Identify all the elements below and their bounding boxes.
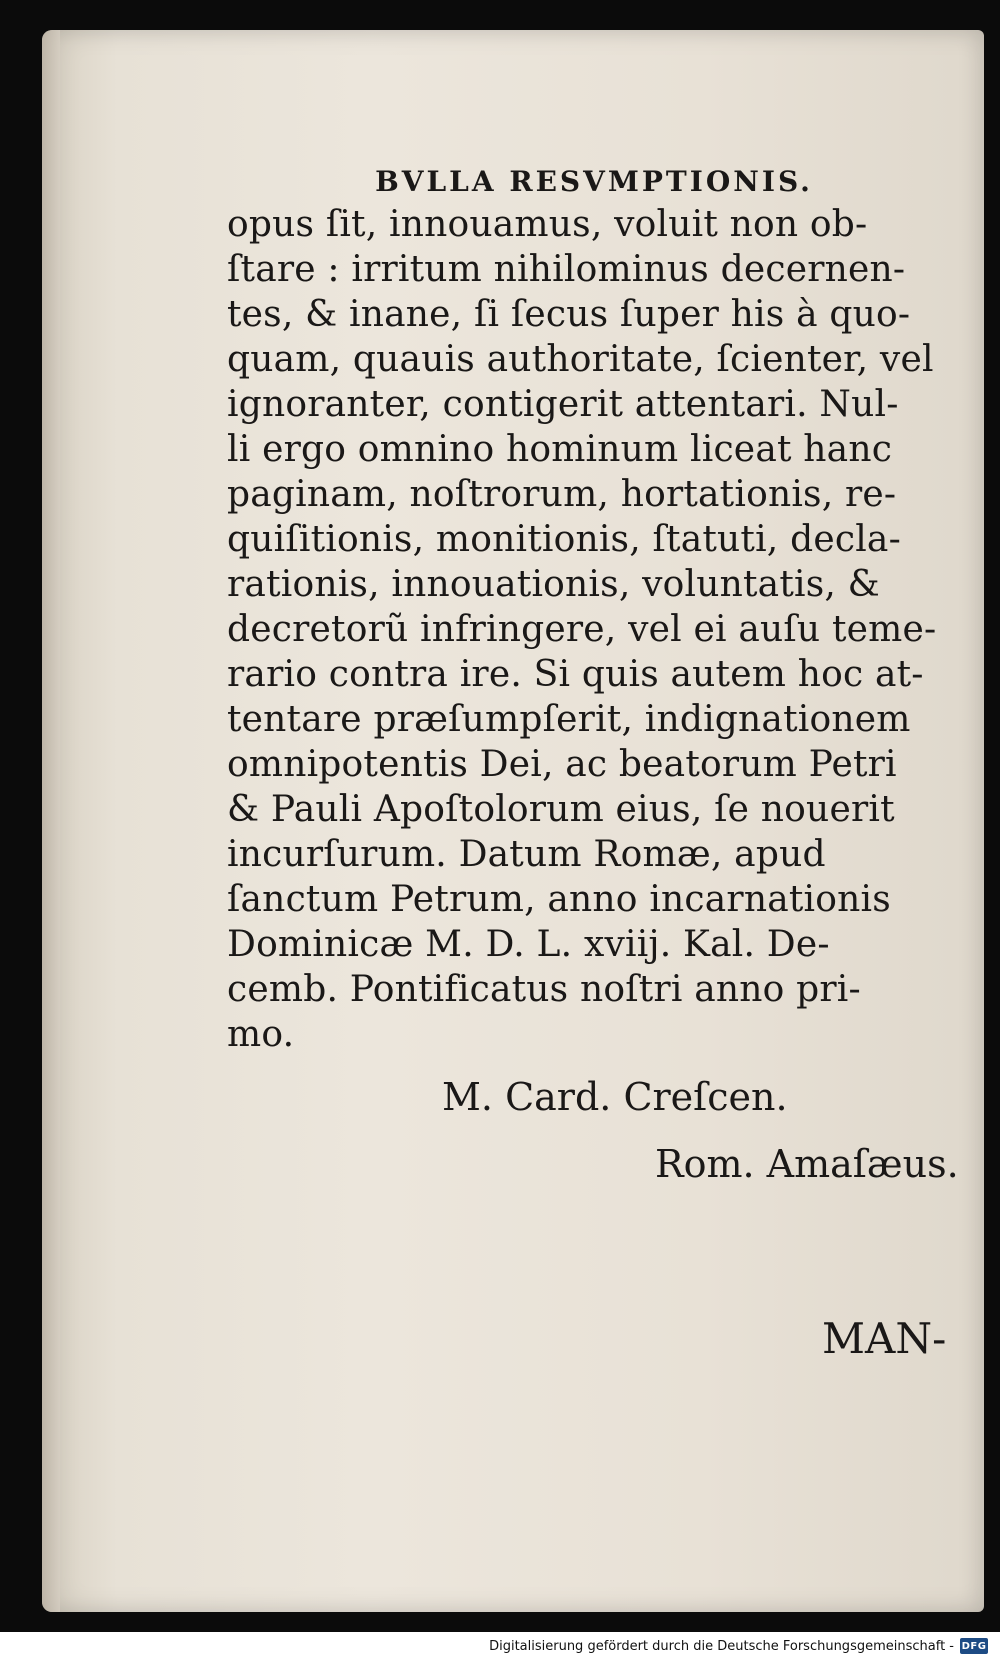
body-line-14: & Pauli Apoſtolorum eius, ſe nouerit [227,789,895,830]
body-line-8: quiſitionis, monitionis, ſtatuti, decla- [227,519,901,560]
body-line-19: mo. [227,1014,295,1055]
digitization-footer [0,1632,1000,1660]
body-line-4: quam, quauis authoritate, ſcienter, vel [227,339,934,380]
signature-cardinal: M. Card. Creſcen. [442,1075,788,1119]
body-line-13: omnipotentis Dei, ac beatorum Petri [227,744,897,785]
page-edge [42,30,60,1612]
body-line-16: ſanctum Petrum, anno incarnationis [227,879,891,920]
catchword: MAN- [822,1314,947,1363]
body-line-2: ſtare : irritum nihilominus decernen- [227,249,906,290]
running-head: BVLLA RESVMPTIONIS. [375,165,813,198]
body-line-5: ignoranter, contigerit attentari. Nul- [227,384,899,425]
dfg-logo-icon: DFG [960,1638,988,1654]
body-line-12: tentare præſumpſerit, indignationem [227,699,911,740]
text-block [227,110,961,1057]
body-line-18: cemb. Pontificatus noſtri anno pri- [227,969,861,1010]
book-page [42,30,984,1612]
signature-amasaeus: Rom. Amaſæus. [655,1142,959,1186]
body-line-9: rationis, innouationis, voluntatis, & [227,564,880,605]
footer-text: Digitalisierung gefördert durch die Deutsche Forschungsgemeinschaft - [489,1638,954,1654]
body-line-15: incurſurum. Datum Romæ, apud [227,834,826,875]
body-line-11: rario contra ire. Si quis autem hoc at- [227,654,924,695]
body-line-17: Dominicæ M. D. L. xviij. Kal. De- [227,924,830,965]
body-line-1: opus ſit, innouamus, voluit non ob- [227,204,868,245]
body-line-7: paginam, noſtrorum, hortationis, re- [227,474,897,515]
body-line-10: decretorũ infringere, vel ei auſu teme- [227,609,937,650]
body-line-6: li ergo omnino hominum liceat hanc [227,429,893,470]
body-line-3: tes, & inane, ſi ſecus ſuper his à quo- [227,294,911,335]
